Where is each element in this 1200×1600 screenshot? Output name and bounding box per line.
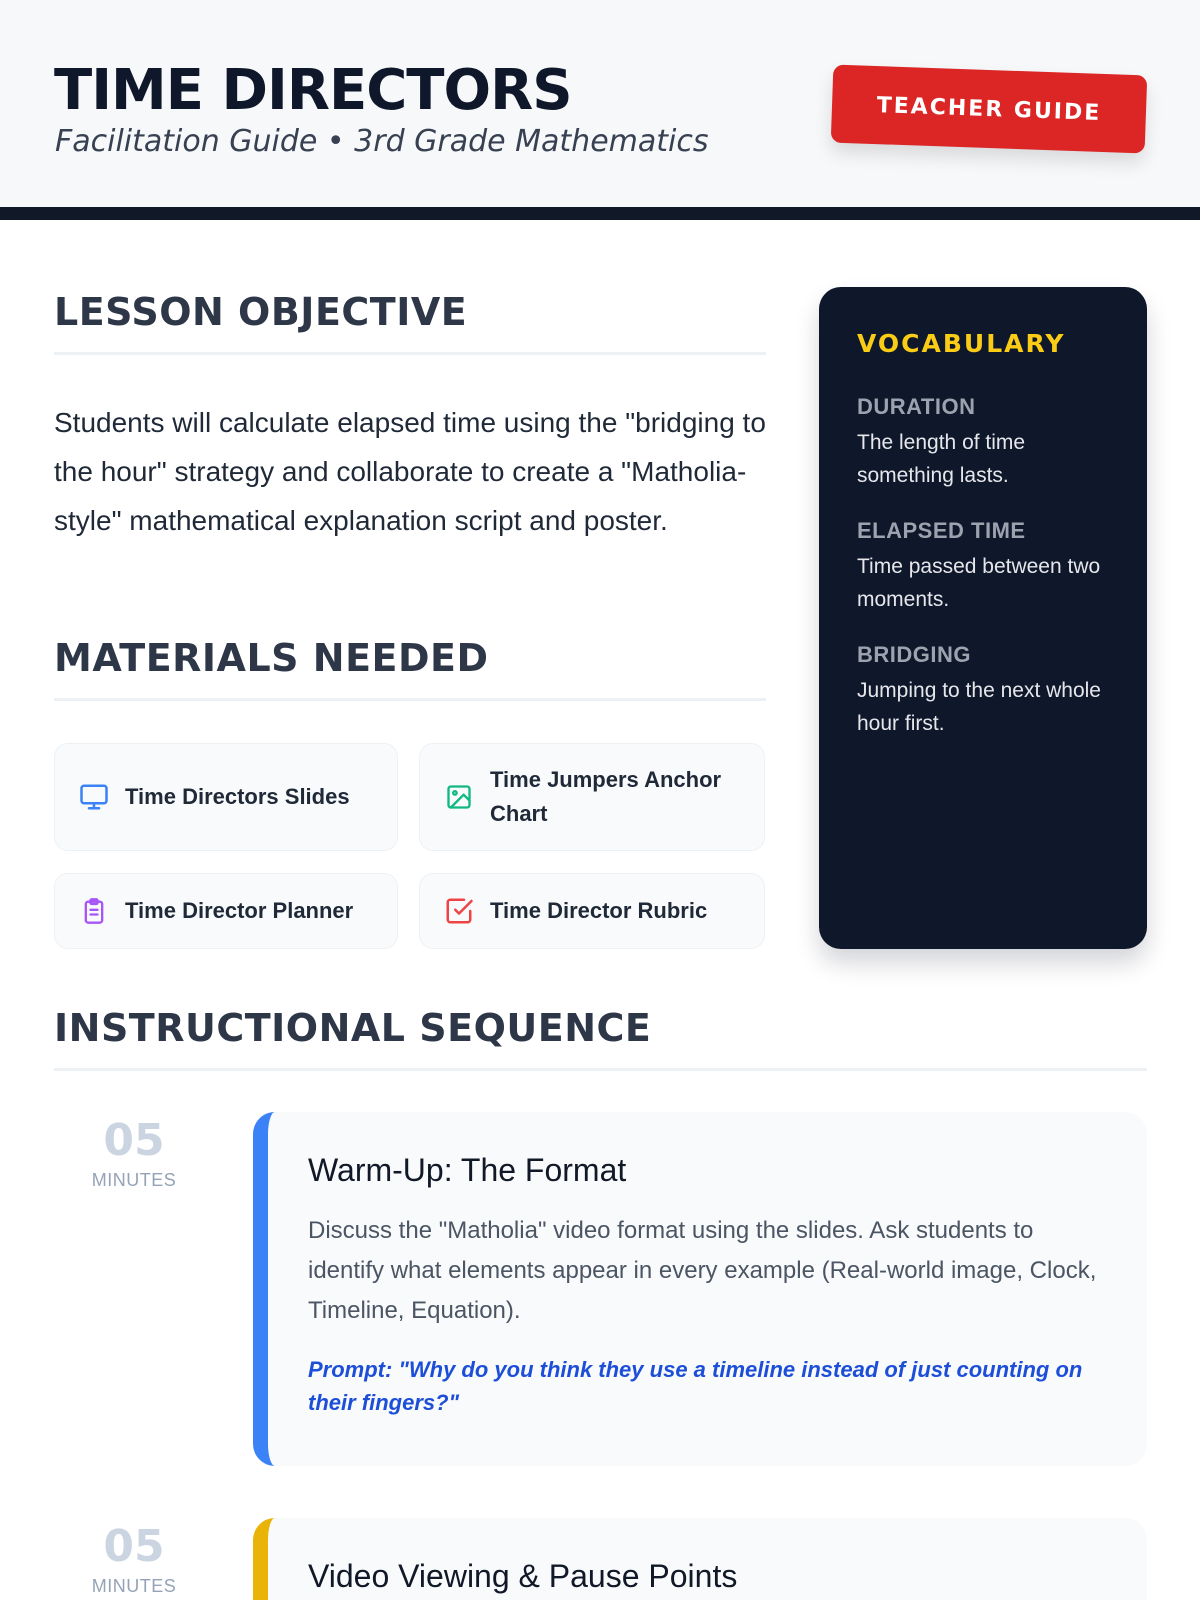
vocab-definition: The length of time something lasts. bbox=[857, 431, 1026, 487]
vocab-definition: Jumping to the next whole hour first. bbox=[857, 679, 1101, 735]
step-duration bbox=[74, 1522, 194, 1597]
page-subtitle: Facilitation Guide • 3rd Grade Mathematics bbox=[55, 124, 709, 159]
step-description: Discuss the "Matholia" video format using the slides. Ask students to identify what elements appear in every example (Real-world image, Clock, Timeline, Equation). bbox=[308, 1217, 1097, 1324]
step-minutes-unit: MINUTES bbox=[91, 1170, 177, 1190]
vocab-term: DURATION bbox=[857, 394, 976, 419]
step-prompt: Prompt: "Why do you think they use a timeline instead of just counting on their fingers?" bbox=[308, 1357, 1083, 1415]
step-duration bbox=[74, 1116, 194, 1191]
lesson-objective-text: Students will calculate elapsed time using the "bridging to the hour" strategy and collaborate to create a "Matholia-style" mathematical explanation script and poster. bbox=[54, 407, 766, 536]
vocab-term: ELAPSED TIME bbox=[857, 518, 1026, 543]
material-card-anchor-chart[interactable] bbox=[419, 743, 765, 851]
step-card-warm-up bbox=[253, 1112, 1147, 1466]
material-card-slides[interactable] bbox=[54, 743, 398, 851]
clipboard-icon bbox=[77, 894, 111, 928]
vocabulary-heading: VOCABULARY bbox=[857, 329, 1066, 358]
step-minutes-unit: MINUTES bbox=[91, 1576, 177, 1596]
vocab-term: BRIDGING bbox=[857, 642, 971, 667]
vocab-definition: Time passed between two moments. bbox=[857, 555, 1101, 611]
page-title: TIME DIRECTORS bbox=[54, 58, 572, 123]
materials-heading: MATERIALS NEEDED bbox=[54, 636, 766, 701]
step-minutes: 05 bbox=[103, 1521, 165, 1572]
material-label: Time Director Rubric bbox=[490, 898, 708, 923]
lesson-objective-heading: LESSON OBJECTIVE bbox=[54, 290, 766, 355]
instructional-sequence-heading: INSTRUCTIONAL SEQUENCE bbox=[54, 1006, 1147, 1071]
material-label: Time Director Planner bbox=[125, 898, 354, 923]
monitor-icon bbox=[77, 780, 111, 814]
material-card-planner[interactable] bbox=[54, 873, 398, 949]
page-header bbox=[0, 0, 1200, 220]
step-title: Video Viewing & Pause Points bbox=[308, 1558, 738, 1594]
vocabulary-card bbox=[819, 287, 1147, 949]
material-card-rubric[interactable] bbox=[419, 873, 765, 949]
step-card-video-viewing bbox=[253, 1518, 1147, 1600]
teacher-guide-badge[interactable]: TEACHER GUIDE bbox=[831, 65, 1148, 154]
checkbox-icon bbox=[442, 894, 476, 928]
image-icon bbox=[442, 780, 476, 814]
step-title: Warm-Up: The Format bbox=[308, 1152, 627, 1188]
material-label: Time Jumpers Anchor Chart bbox=[490, 767, 722, 826]
material-label: Time Directors Slides bbox=[125, 784, 350, 809]
step-minutes: 05 bbox=[103, 1115, 165, 1166]
